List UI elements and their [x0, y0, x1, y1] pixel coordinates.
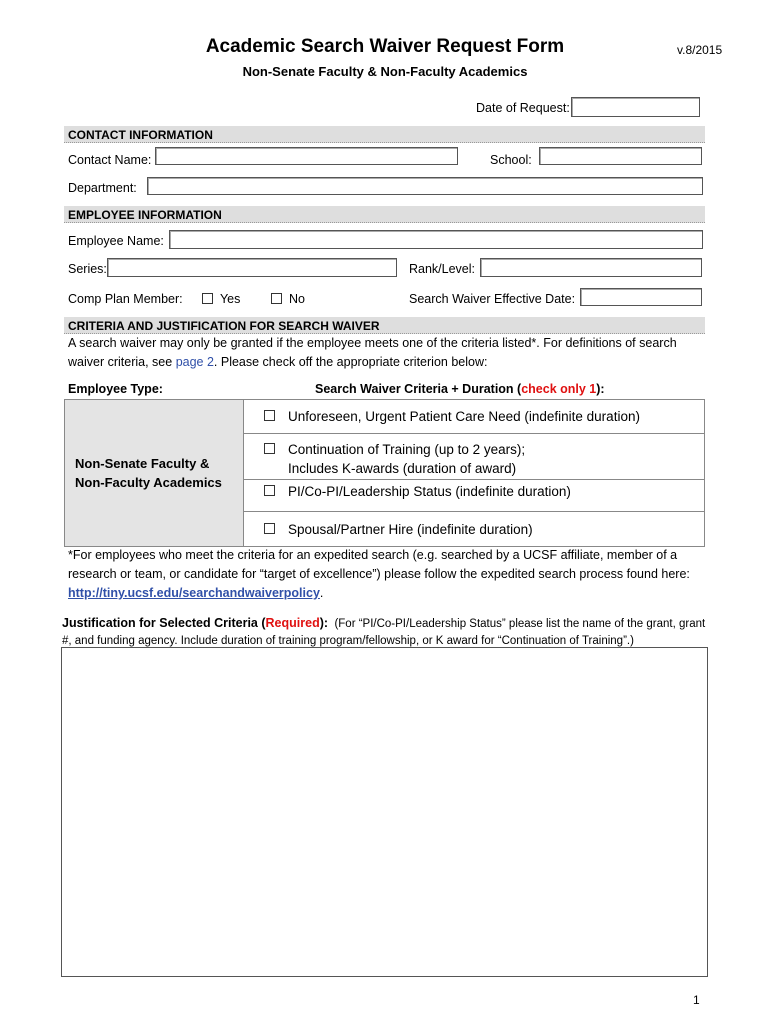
- employee-section-header: EMPLOYEE INFORMATION: [64, 206, 705, 223]
- criterion-row-spousal-hire[interactable]: Spousal/Partner Hire (indefinite duration): [244, 512, 705, 547]
- series-label: Series:: [68, 262, 107, 276]
- comp-plan-label: Comp Plan Member:: [68, 292, 183, 306]
- rank-level-field[interactable]: [480, 258, 702, 277]
- patient-care-checkbox[interactable]: [264, 410, 275, 421]
- school-field[interactable]: [539, 147, 702, 165]
- search-waiver-policy-link[interactable]: http://tiny.ucsf.edu/searchandwaiverpolicy: [68, 586, 320, 600]
- form-subtitle: Non-Senate Faculty & Non-Faculty Academics: [242, 64, 528, 79]
- employee-type-line2: Non-Faculty Academics: [75, 475, 222, 490]
- contact-name-label: Contact Name:: [68, 153, 152, 167]
- no-checkbox[interactable]: [271, 293, 282, 304]
- employee-type-cell: [65, 400, 244, 547]
- page-number: 1: [693, 993, 700, 1007]
- rank-level-label: Rank/Level:: [409, 262, 476, 276]
- effective-date-field[interactable]: [580, 288, 702, 306]
- criterion-row-patient-care[interactable]: Unforeseen, Urgent Patient Care Need (indefinite duration): [244, 400, 705, 434]
- employee-name-label: Employee Name:: [68, 234, 164, 248]
- yes-checkbox[interactable]: [202, 293, 213, 304]
- yes-label: Yes: [219, 292, 241, 306]
- contact-name-field[interactable]: [155, 147, 458, 165]
- comp-plan-yes-option[interactable]: [202, 292, 240, 306]
- comp-plan-no-option[interactable]: [271, 292, 305, 306]
- series-field[interactable]: [107, 258, 397, 277]
- criteria-section-header: CRITERIA AND JUSTIFICATION FOR SEARCH WAIVER: [64, 317, 705, 334]
- department-label: Department:: [68, 181, 137, 195]
- criteria-header: Search Waiver Criteria + Duration (check only 1):: [315, 382, 605, 396]
- criteria-table: [64, 399, 705, 547]
- continuation-training-checkbox[interactable]: [264, 443, 275, 454]
- no-label: No: [288, 292, 305, 306]
- school-label: School:: [490, 153, 532, 167]
- contact-section-header: CONTACT INFORMATION: [64, 126, 705, 143]
- justification-textarea[interactable]: [61, 647, 708, 977]
- date-of-request-label: Date of Request:: [476, 101, 570, 115]
- criteria-intro: A search waiver may only be granted if the employee meets one of the criteria listed*. For definitions of search waiver criteria, see page 2. Please check off the appropriate criterion below:: [68, 336, 677, 369]
- form-version: v.8/2015: [677, 43, 723, 57]
- employee-type-header: Employee Type:: [68, 382, 163, 396]
- employee-type-line1: Non-Senate Faculty &: [75, 456, 210, 471]
- form-title: Academic Search Waiver Request Form: [205, 36, 565, 57]
- expedited-footnote: *For employees who meet the criteria for an expedited search (e.g. searched by a UCSF affiliate, member of a research or team, or candidate for “target of excellence”) please follow the expedited search process found here: http://tiny.ucsf.edu/searchandwaiverpolicy.: [68, 548, 690, 600]
- criterion-row-continuation-training[interactable]: Continuation of Training (up to 2 years); Includes K-awards (duration of award): [244, 434, 705, 480]
- effective-date-label: Search Waiver Effective Date:: [409, 292, 576, 306]
- pi-leadership-checkbox[interactable]: [264, 485, 275, 496]
- spousal-hire-checkbox[interactable]: [264, 523, 275, 534]
- page-2-link[interactable]: page 2: [175, 355, 214, 369]
- department-field[interactable]: [147, 177, 703, 195]
- criterion-row-pi-leadership[interactable]: PI/Co-PI/Leadership Status (indefinite duration): [244, 480, 705, 512]
- date-of-request-field[interactable]: [571, 97, 700, 117]
- justification-label: Justification for Selected Criteria (Required): (For “PI/Co-PI/Leadership Status” please list the name of the grant, grant #, and funding agency. Include duration of training program/fellowship, or K award for “Continuation of Training”.): [62, 616, 706, 647]
- employee-name-field[interactable]: [169, 230, 703, 249]
